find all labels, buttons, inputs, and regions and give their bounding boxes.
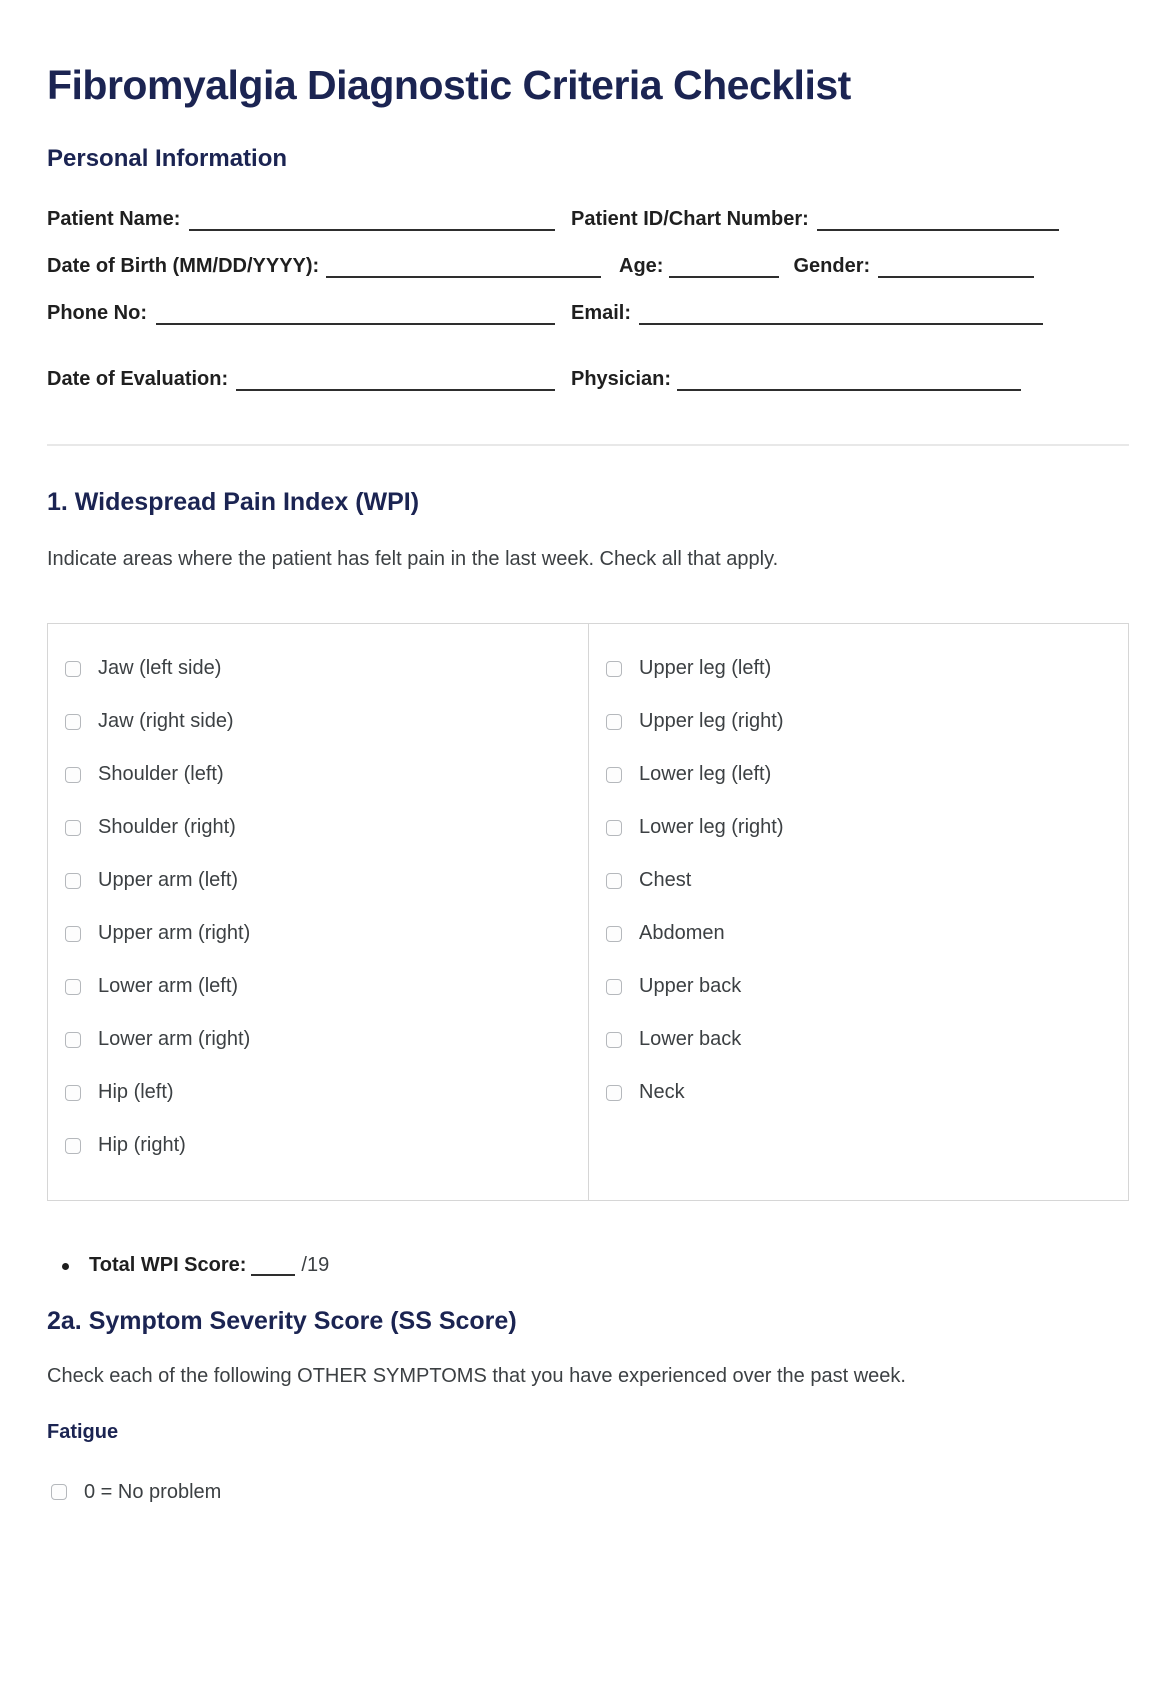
checkbox-label: Chest xyxy=(639,869,692,891)
checkbox[interactable] xyxy=(65,926,81,942)
patient-name-label: Patient Name: xyxy=(47,208,181,230)
wpi-item xyxy=(606,695,1128,748)
wpi-item xyxy=(606,801,1128,854)
ss-instructions: Check each of the following OTHER SYMPTOMS that you have experienced over the past week. xyxy=(47,1365,906,1387)
checkbox[interactable] xyxy=(606,767,622,783)
wpi-item xyxy=(65,642,588,695)
wpi-item xyxy=(65,854,588,907)
field-row-dob-age-gender xyxy=(47,254,1129,278)
checkbox[interactable] xyxy=(606,1085,622,1101)
email-blank xyxy=(639,320,1043,325)
checkbox-label: 0 = No problem xyxy=(84,1480,222,1503)
page-title: Fibromyalgia Diagnostic Criteria Checklist xyxy=(47,62,851,108)
wpi-item xyxy=(606,854,1128,907)
wpi-total-blank xyxy=(251,1271,295,1276)
checkbox[interactable] xyxy=(65,820,81,836)
physician-field xyxy=(571,367,1129,391)
wpi-right-list xyxy=(589,624,1128,1147)
checkbox-label: Lower leg (left) xyxy=(639,763,772,785)
wpi-item xyxy=(65,695,588,748)
document-page xyxy=(0,62,1176,1692)
patient-id-field xyxy=(571,207,1129,231)
wpi-item xyxy=(606,1013,1128,1066)
fatigue-options-list xyxy=(47,1479,1129,1505)
checkbox[interactable] xyxy=(65,661,81,677)
phone-blank xyxy=(156,320,555,325)
checkbox-label: Upper leg (right) xyxy=(639,710,784,732)
dob-field xyxy=(47,254,607,278)
wpi-total-label: Total WPI Score: xyxy=(89,1254,247,1276)
field-row-evaluation-physician xyxy=(47,367,1129,391)
wpi-item xyxy=(65,1013,588,1066)
patient-name-blank xyxy=(189,226,555,231)
ss-section-heading: 2a. Symptom Severity Score (SS Score) xyxy=(47,1307,517,1335)
checkbox[interactable] xyxy=(65,714,81,730)
checkbox[interactable] xyxy=(65,767,81,783)
age-blank xyxy=(669,273,779,278)
gender-label: Gender: xyxy=(793,255,871,277)
checkbox-label: Lower arm (left) xyxy=(98,975,239,997)
wpi-item xyxy=(65,801,588,854)
checkbox[interactable] xyxy=(606,714,622,730)
checkbox[interactable] xyxy=(65,1032,81,1048)
checkbox-label: Shoulder (right) xyxy=(98,816,236,838)
checkbox-label: Lower leg (right) xyxy=(639,816,784,838)
phone-field xyxy=(47,301,571,325)
wpi-item xyxy=(606,907,1128,960)
wpi-item xyxy=(65,1066,588,1119)
checkbox-label: Jaw (right side) xyxy=(98,710,234,732)
wpi-item xyxy=(606,642,1128,695)
checkbox-label: Hip (right) xyxy=(98,1134,186,1156)
wpi-left-list xyxy=(48,624,588,1200)
wpi-item xyxy=(606,748,1128,801)
checkbox[interactable] xyxy=(606,873,622,889)
email-label: Email: xyxy=(571,302,632,324)
patient-id-blank xyxy=(817,226,1059,231)
checkbox-label: Upper leg (left) xyxy=(639,657,772,679)
checkbox-label: Upper back xyxy=(639,975,742,997)
fatigue-heading: Fatigue xyxy=(47,1421,119,1443)
checkbox[interactable] xyxy=(606,1032,622,1048)
checkbox[interactable] xyxy=(51,1484,67,1500)
patient-name-field xyxy=(47,207,571,231)
field-row-name-id xyxy=(47,207,1129,231)
dob-label: Date of Birth (MM/DD/YYYY): xyxy=(47,255,320,277)
checkbox[interactable] xyxy=(606,926,622,942)
bullet-icon xyxy=(62,1263,69,1270)
personal-info-heading: Personal Information xyxy=(47,145,288,172)
wpi-right-column xyxy=(588,624,1128,1200)
gender-field xyxy=(793,254,1034,278)
field-row-phone-email xyxy=(47,301,1129,325)
checkbox[interactable] xyxy=(606,979,622,995)
wpi-section-heading: 1. Widespread Pain Index (WPI) xyxy=(47,488,420,516)
physician-label: Physician: xyxy=(571,368,672,390)
email-field xyxy=(571,301,1129,325)
patient-id-label: Patient ID/Chart Number: xyxy=(571,208,809,230)
age-label: Age: xyxy=(619,255,664,277)
dob-blank xyxy=(326,273,601,278)
evaluation-date-field xyxy=(47,367,571,391)
wpi-checkbox-table xyxy=(47,623,1129,1201)
checkbox-label: Hip (left) xyxy=(98,1081,174,1103)
gender-blank xyxy=(878,273,1034,278)
wpi-total-row xyxy=(47,1252,1129,1278)
checkbox-label: Upper arm (right) xyxy=(98,922,251,944)
age-field xyxy=(619,254,779,278)
checkbox[interactable] xyxy=(606,820,622,836)
checkbox[interactable] xyxy=(65,1085,81,1101)
checkbox-label: Neck xyxy=(639,1081,685,1103)
checkbox-label: Lower arm (right) xyxy=(98,1028,251,1050)
checkbox[interactable] xyxy=(65,1138,81,1154)
wpi-item xyxy=(606,1066,1128,1119)
checkbox-label: Abdomen xyxy=(639,922,725,944)
checkbox[interactable] xyxy=(65,979,81,995)
evaluation-date-label: Date of Evaluation: xyxy=(47,368,229,390)
checkbox-label: Shoulder (left) xyxy=(98,763,224,785)
evaluation-date-blank xyxy=(236,386,555,391)
wpi-item xyxy=(65,907,588,960)
checkbox-label: Jaw (left side) xyxy=(98,657,222,679)
checkbox[interactable] xyxy=(65,873,81,889)
phone-label: Phone No: xyxy=(47,302,147,324)
wpi-total-suffix: /19 xyxy=(301,1254,330,1276)
wpi-item xyxy=(65,1119,588,1172)
wpi-left-column xyxy=(48,624,588,1200)
physician-blank xyxy=(677,386,1021,391)
section-divider xyxy=(47,444,1129,446)
fatigue-option xyxy=(51,1479,1129,1505)
wpi-item xyxy=(606,960,1128,1013)
checkbox-label: Lower back xyxy=(639,1028,742,1050)
wpi-instructions: Indicate areas where the patient has felt pain in the last week. Check all that apply. xyxy=(47,548,779,570)
checkbox-label: Upper arm (left) xyxy=(98,869,239,891)
wpi-item xyxy=(65,748,588,801)
wpi-item xyxy=(65,960,588,1013)
checkbox[interactable] xyxy=(606,661,622,677)
